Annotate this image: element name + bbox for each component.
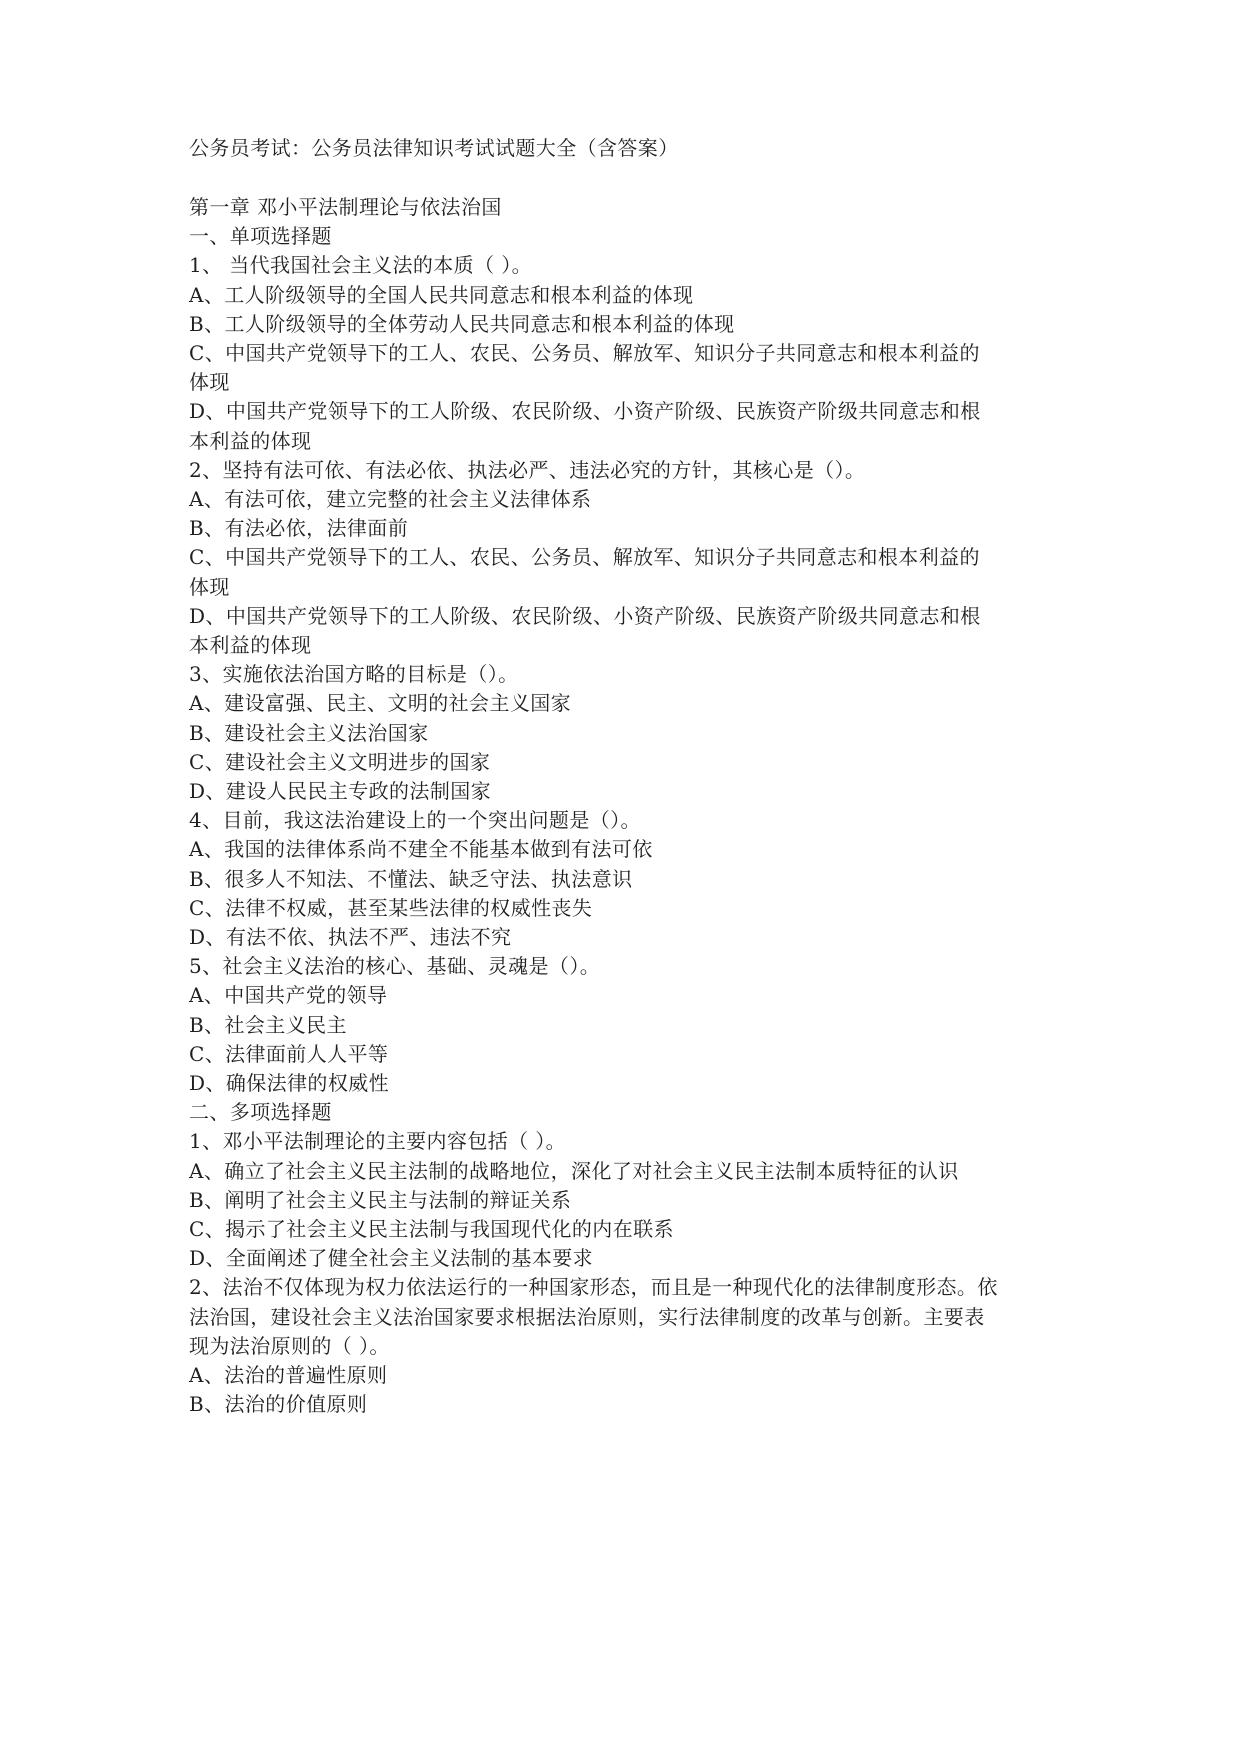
- text-line: B、法治的价值原则: [189, 1392, 368, 1417]
- text-line: 本利益的体现: [189, 428, 312, 453]
- text-line: 法治国，建设社会主义法治国家要求根据法治原则，实行法律制度的改革与创新。主要表: [189, 1304, 985, 1329]
- text-line: 2、法治不仅体现为权力依法运行的一种国家形态，而且是一种现代化的法律制度形态。依: [189, 1275, 998, 1300]
- document-title: 公务员考试：公务员法律知识考试试题大全（含答案）: [189, 136, 679, 160]
- text-line: B、阐明了社会主义民主与法制的辩证关系: [189, 1187, 572, 1212]
- text-line: 1、邓小平法制理论的主要内容包括（ ）。: [189, 1129, 567, 1154]
- text-line: D、中国共产党领导下的工人阶级、农民阶级、小资产阶级、民族资产阶级共同意志和根: [189, 603, 981, 628]
- text-line: D、全面阐述了健全社会主义法制的基本要求: [189, 1246, 594, 1271]
- text-line: 4、目前，我这法治建设上的一个突出问题是（）。: [189, 808, 641, 833]
- text-line: 现为法治原则的（ ）。: [189, 1333, 390, 1358]
- text-line: 体现: [189, 574, 230, 599]
- text-line: A、中国共产党的领导: [189, 983, 388, 1008]
- text-line: C、中国共产党领导下的工人、农民、公务员、解放军、知识分子共同意志和根本利益的: [189, 545, 980, 570]
- text-line: 5、社会主义法治的核心、基础、灵魂是（）。: [189, 954, 601, 979]
- text-line: D、有法不依、执法不严、违法不究: [189, 925, 512, 949]
- text-line: 2、坚持有法可依、有法必依、执法必严、违法必究的方针，其核心是（）。: [189, 457, 866, 482]
- text-line: 1、 当代我国社会主义法的本质（ ）。: [189, 253, 533, 278]
- text-line: B、工人阶级领导的全体劳动人民共同意志和根本利益的体现: [189, 311, 735, 336]
- text-line: D、中国共产党领导下的工人阶级、农民阶级、小资产阶级、民族资产阶级共同意志和根: [189, 399, 981, 424]
- text-line: C、法律不权威，甚至某些法律的权威性丧失: [189, 895, 593, 920]
- text-line: C、建设社会主义文明进步的国家: [189, 749, 491, 774]
- text-line: B、社会主义民主: [189, 1012, 347, 1037]
- text-line: 体现: [189, 370, 230, 395]
- text-line: D、建设人民民主专政的法制国家: [189, 779, 492, 803]
- text-line: A、我国的法律体系尚不建全不能基本做到有法可依: [189, 837, 653, 862]
- text-line: 3、实施依法治国方略的目标是（）。: [189, 662, 519, 687]
- text-line: D、确保法律的权威性: [189, 1071, 390, 1095]
- text-line: C、揭示了社会主义民主法制与我国现代化的内在联系: [189, 1217, 674, 1241]
- text-line: A、有法可依，建立完整的社会主义法律体系: [189, 487, 592, 511]
- text-line: B、建设社会主义法治国家: [189, 720, 429, 745]
- text-line: 一、单项选择题: [189, 224, 332, 249]
- text-line: A、确立了社会主义民主法制的战略地位，深化了对社会主义民主法制本质特征的认识: [189, 1158, 959, 1183]
- text-line: 第一章 邓小平法制理论与依法治国: [189, 195, 502, 219]
- text-line: C、中国共产党领导下的工人、农民、公务员、解放军、知识分子共同意志和根本利益的: [189, 341, 980, 365]
- text-line: 本利益的体现: [189, 633, 312, 657]
- text-line: B、很多人不知法、不懂法、缺乏守法、执法意识: [189, 866, 633, 891]
- text-line: A、工人阶级领导的全国人民共同意志和根本利益的体现: [189, 282, 694, 307]
- text-line: B、有法必依，法律面前: [189, 516, 409, 541]
- text-line: A、法治的普遍性原则: [189, 1363, 388, 1387]
- text-line: A、建设富强、民主、文明的社会主义国家: [189, 691, 572, 716]
- text-line: C、法律面前人人平等: [189, 1041, 389, 1066]
- text-line: 二、多项选择题: [189, 1100, 332, 1125]
